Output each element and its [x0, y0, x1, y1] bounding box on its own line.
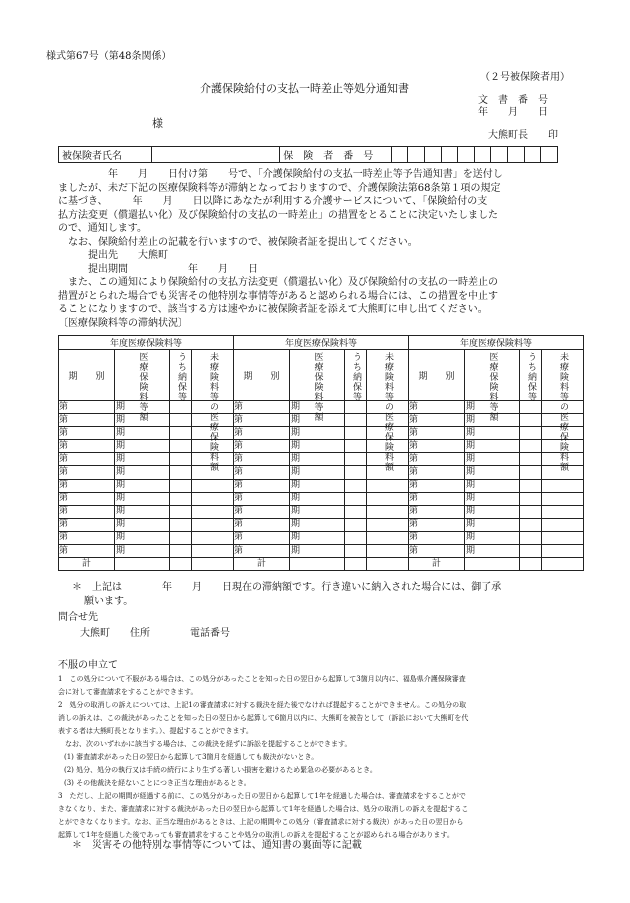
period-cell: 第 期: [409, 545, 465, 558]
amount-cell: [170, 466, 192, 479]
amount-cell: [520, 558, 542, 571]
period-cell: 第 期: [59, 492, 115, 505]
period-cell: 第 期: [234, 453, 290, 466]
arrears-note: [72, 581, 501, 608]
period-cell: 第 期: [409, 427, 465, 440]
period-header: 期 別: [409, 350, 465, 401]
insured-name-cell: [152, 147, 280, 163]
amount-cell: [170, 427, 192, 440]
period-cell: 第 期: [409, 531, 465, 544]
period-cell: 第 期: [234, 545, 290, 558]
amount-cell: [170, 453, 192, 466]
appeal-line: (1) 審査請求があった日の翌日から起算して3箇月を経過しても裁決がないとき。: [64, 753, 319, 761]
special-circumstances-note: ＊ 災害その他特別な事情等については、通知書の裏面等に記載: [72, 840, 362, 851]
amount-cell: [367, 545, 409, 558]
period-cell: 第 期: [409, 518, 465, 531]
body-line: また、この通知により保険給付の支払方法変更（償還払い化）及び保険給付の支払の一時差止の: [58, 277, 498, 288]
period-cell: 第 期: [234, 518, 290, 531]
amount-cell: [520, 401, 542, 414]
appeal-line: きなくなり、また、審査請求に対する裁決があった日の翌日から起算して1年を経過した場合は、処分の取消しの訴えを提起するこ: [58, 805, 469, 813]
total-row: [59, 558, 584, 571]
amount-cell: [520, 531, 542, 544]
period-cell: 第 期: [59, 479, 115, 492]
amount-cell: [367, 558, 409, 571]
doc-number-label: 文 書 番 号: [478, 95, 548, 106]
table-row: [59, 545, 584, 558]
period-cell: 第 期: [409, 505, 465, 518]
amount-cell: [345, 401, 367, 414]
period-cell: 第 期: [409, 492, 465, 505]
amount-cell: [542, 492, 584, 505]
unpaid-header: 未療険料等の医療保険料額: [208, 352, 218, 472]
issue-date: 年 月 日: [478, 107, 548, 118]
appeal-line: (3) その他裁決を経ないことにつき正当な理由があるとき。: [64, 779, 251, 787]
total-cell: 計: [59, 558, 115, 571]
amount-cell: [542, 505, 584, 518]
amount-cell: [345, 558, 367, 571]
appeal-text: [58, 673, 468, 842]
amount-cell: [170, 505, 192, 518]
total-cell: 計: [409, 558, 465, 571]
appeal-line: 起算して1年を経過した後であっても審査請求をすることや処分の取消しの訴えを提起することが認められる場合があります。: [58, 831, 454, 839]
period-cell: 第 期: [59, 505, 115, 518]
period-cell: 第 期: [234, 479, 290, 492]
fiscal-year-header: 年度医療保険料等: [59, 336, 234, 350]
period-cell: 第 期: [59, 545, 115, 558]
appeal-title: 不服の申立て: [58, 660, 118, 671]
amount-cell: [170, 440, 192, 453]
appeal-line: とができなくなります。なお、正当な理由があるときは、上記の期間やこの処分（審査請求に対する裁決）があった日の翌日から: [58, 818, 464, 826]
amount-cell: [345, 531, 367, 544]
period-cell: 第 期: [234, 492, 290, 505]
insurer-number-digit: [424, 147, 441, 163]
amount-cell: [520, 518, 542, 531]
insurer-number-digit: [508, 147, 525, 163]
period-cell: 第 期: [234, 466, 290, 479]
amount-cell: [520, 466, 542, 479]
amount-cell: [520, 479, 542, 492]
appeal-line: 3 ただし、上記の期間が経過する前に、この処分があった日の翌日から起算して1年を経過した場合は、審査請求をすることがで: [58, 792, 466, 800]
amount-cell: [367, 518, 409, 531]
issuer-name: 大熊町長 印: [488, 130, 558, 141]
insurer-number-digit: [541, 147, 558, 163]
amount-cell: [520, 427, 542, 440]
period-header: 期 別: [234, 350, 290, 401]
period-cell: 第 期: [59, 453, 115, 466]
amount-header: 医療保険料等額: [487, 352, 498, 422]
table-row: [59, 531, 584, 544]
amount-cell: [170, 401, 192, 414]
body-line: なお、保険給付差止の記載を行いますので、被保険者証を提出してください。: [58, 236, 418, 248]
period-cell: 第 期: [409, 466, 465, 479]
period-cell: 第 期: [234, 440, 290, 453]
unpaid-header: 未療険料等の医療保険料額: [558, 352, 569, 472]
amount-header: 医療保険料等額: [137, 352, 148, 422]
appeal-line: 2 処分の取消しの訴えについては、上記1の審査請求に対する裁決を経た後でなければ提起することができません。この処分の取: [58, 701, 467, 709]
table-row: [59, 466, 584, 479]
period-cell: 第 期: [234, 401, 290, 414]
period-cell: 第 期: [234, 531, 290, 544]
insured-id-row: [58, 146, 558, 163]
form-number: 様式第67号（第48条関係）: [46, 51, 172, 62]
amount-cell: [465, 558, 520, 571]
amount-cell: [170, 531, 192, 544]
submit-period: 提出期間 年 月 日: [58, 263, 258, 275]
appeal-line: (2) 処分、処分の執行又は手続の続行により生ずる著しい損害を避けるため緊急の必要があるとき。: [64, 766, 377, 774]
amount-cell: [345, 518, 367, 531]
submit-destination: 提出先 大熊町: [58, 250, 168, 261]
body-line: ることになりますので、該当する方は速やかに被保険者証を添えて大熊町に申し出てください。: [58, 304, 488, 315]
table-row: [59, 479, 584, 492]
period-header: 期 別: [59, 350, 115, 401]
amount-cell: [192, 531, 234, 544]
period-cell: 第 期: [59, 427, 115, 440]
paid-header: うち納保等: [176, 352, 186, 402]
insurer-number-label: 保 険 者 番 号: [280, 147, 392, 163]
unpaid-header: 未療険料等の医療保険料額: [383, 352, 394, 472]
appeal-line: 1 この処分について不服がある場合は、この処分があったことを知った日の翌日から起算して3箇月以内に、福島県介護保険審査: [58, 675, 466, 683]
amount-cell: [520, 440, 542, 453]
appeal-line: 表する者は大熊町長となります。）、提起することができます。: [58, 727, 253, 735]
insurer-number-digit: [524, 147, 541, 163]
fiscal-year-header: 年度医療保険料等: [409, 336, 584, 350]
table-row: [59, 427, 584, 440]
period-cell: 第 期: [59, 518, 115, 531]
insured-type: （２号被保険者用）: [480, 72, 570, 83]
period-cell: 第 期: [59, 466, 115, 479]
amount-cell: [345, 440, 367, 453]
amount-cell: [170, 518, 192, 531]
paid-header: うち納保等: [526, 352, 537, 402]
period-cell: 第 期: [59, 414, 115, 427]
amount-cell: [345, 453, 367, 466]
insurer-number-digit: [491, 147, 508, 163]
amount-cell: [367, 492, 409, 505]
amount-header: 医療保険料等額: [312, 352, 323, 422]
appeal-line: 消しの訴えは、この裁決があったことを知った日の翌日から起算して6箇月以内に、大熊町を被告として（訴訟において大熊町を代: [58, 714, 469, 722]
period-cell: 第 期: [59, 401, 115, 414]
period-cell: 第 期: [59, 440, 115, 453]
contact-label: 問合せ先: [58, 612, 98, 623]
document-title: 介護保険給付の支払一時差止等処分通知書: [200, 82, 409, 95]
amount-cell: [345, 466, 367, 479]
amount-cell: [192, 492, 234, 505]
amount-cell: [192, 518, 234, 531]
amount-cell: [290, 558, 345, 571]
body-line: 措置がとられた場合でも災害その他特別な事情等があると認められる場合には、この措置を中止す: [58, 290, 498, 302]
notice-body: [58, 168, 503, 330]
amount-cell: [192, 558, 234, 571]
insurer-number-digit: [391, 147, 408, 163]
insurer-number-digit: [441, 147, 458, 163]
insurer-number-digit: [458, 147, 475, 163]
amount-cell: [345, 414, 367, 427]
period-cell: 第 期: [59, 531, 115, 544]
amount-cell: [367, 531, 409, 544]
amount-cell: [192, 545, 234, 558]
amount-cell: [542, 545, 584, 558]
amount-cell: [520, 414, 542, 427]
body-line: 年 月 日付け第 号で、「介護保険給付の支払一時差止等予告通知書」を送付し: [58, 169, 503, 180]
table-row: [59, 492, 584, 505]
body-line: ましたが、未だ下記の医療保険料等が滞納となっておりますので、介護保険法第68条第１項の規定: [58, 182, 501, 194]
body-line: 払方法変更（償還払い化）及び保険給付の支払の一時差止」の措置をとることに決定いたしました: [58, 209, 498, 221]
fiscal-year-header: 年度医療保険料等: [234, 336, 409, 350]
amount-cell: [520, 453, 542, 466]
amount-cell: [345, 505, 367, 518]
amount-cell: [367, 479, 409, 492]
period-cell: 第 期: [409, 401, 465, 414]
amount-cell: [542, 531, 584, 544]
arrears-note-line: 願います。: [84, 595, 134, 607]
period-cell: 第 期: [234, 414, 290, 427]
table-row: [59, 440, 584, 453]
table-row: [59, 453, 584, 466]
amount-cell: [520, 492, 542, 505]
amount-cell: [542, 558, 584, 571]
amount-cell: [542, 479, 584, 492]
amount-cell: [170, 479, 192, 492]
insurer-number-digit: [474, 147, 491, 163]
table-row: [59, 518, 584, 531]
amount-cell: [345, 427, 367, 440]
total-cell: 計: [234, 558, 290, 571]
insurer-number-digit: [408, 147, 425, 163]
insured-name-label: 被保険者氏名: [59, 147, 152, 163]
table-caption: 〔医療保険料等の滞納状況〕: [58, 317, 188, 329]
amount-cell: [345, 545, 367, 558]
amount-cell: [170, 492, 192, 505]
amount-cell: [367, 505, 409, 518]
period-cell: 第 期: [409, 479, 465, 492]
amount-cell: [170, 558, 192, 571]
period-cell: 第 期: [409, 440, 465, 453]
body-line: ので、通知します。: [58, 223, 147, 234]
appeal-line: なお、次のいずれかに該当する場合は、この裁決を経ずに訴訟を提起することができます。: [58, 740, 352, 748]
body-line: に基づき、 年 月 日以降にあなたが利用する介護サービスについて、「保険給付の支: [58, 196, 488, 207]
period-cell: 第 期: [409, 414, 465, 427]
table-row: [59, 505, 584, 518]
amount-cell: [520, 505, 542, 518]
contact-line: 大熊町 住所 電話番号: [80, 628, 230, 639]
amount-cell: [520, 545, 542, 558]
amount-cell: [345, 492, 367, 505]
period-cell: 第 期: [234, 427, 290, 440]
amount-cell: [542, 518, 584, 531]
amount-cell: [192, 505, 234, 518]
amount-cell: [170, 545, 192, 558]
paid-header: うち納保等: [351, 352, 362, 402]
amount-cell: [115, 558, 170, 571]
addressee-suffix: 様: [152, 117, 163, 130]
period-cell: 第 期: [234, 505, 290, 518]
arrears-table: [58, 335, 584, 571]
amount-cell: [192, 479, 234, 492]
period-cell: 第 期: [409, 453, 465, 466]
amount-cell: [345, 479, 367, 492]
appeal-line: 会に対して審査請求をすることができます。: [58, 688, 198, 696]
arrears-note-line: ＊ 上記は 年 月 日現在の滞納額です。行き違いに納入された場合には、御了承: [72, 582, 502, 593]
amount-cell: [170, 414, 192, 427]
